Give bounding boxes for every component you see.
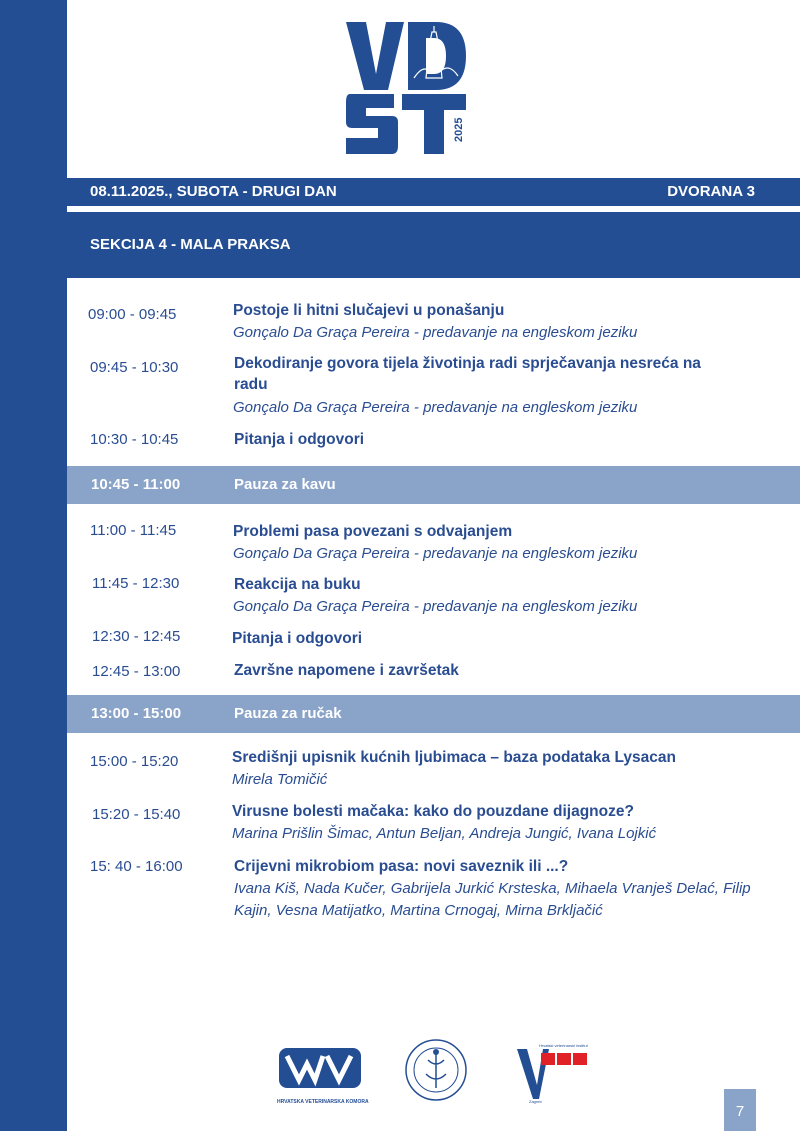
left-sidebar-stripe [0,0,67,1131]
session-speaker: Ivana Kiš, Nada Kučer, Gabrijela Jurkić Krsteska, Mihaela Vranješ Delać, Filip [234,880,751,897]
hvk-emblem-icon [277,1046,363,1090]
session-title: Postoje li hitni slučajevi u ponašanju [233,302,505,319]
coffee-break-bar [67,466,800,504]
faculty-seal [404,1038,468,1102]
break-label: Pauza za ručak [234,705,342,722]
session-time: 15: 40 - 16:00 [90,858,183,875]
hvk-logo [277,1046,369,1105]
break-time: 13:00 - 15:00 [91,705,182,722]
session-title: Pitanja i odgovori [232,630,363,647]
session-title: Virusne bolesti mačaka: kako do pouzdane dijagnoze? [232,803,634,820]
hall-label: DVORANA 3 [667,183,755,200]
session-time: 15:20 - 15:40 [92,806,181,823]
session-speaker: Gonçalo Da Graça Pereira - predavanje na engleskom jeziku [233,598,638,615]
session-speaker-cont: Kajin, Vesna Matijatko, Martina Crnogaj, Mirna Brkljačić [234,902,603,919]
session-time: 12:30 - 12:45 [92,628,181,645]
hvk-caption: HRVATSKA VETERINARSKA KOMORA [277,1099,369,1105]
session-speaker: Gonçalo Da Graça Pereira - predavanje na engleskom jeziku [233,324,638,341]
break-time: 10:45 - 11:00 [91,476,181,493]
break-label: Pauza za kavu [234,476,336,493]
session-title: Problemi pasa povezani s odvajanjem [233,523,513,540]
day-header-bar [67,178,800,206]
session-title: Reakcija na buku [234,576,361,593]
session-time: 11:45 - 12:30 [92,575,180,592]
session-time: 09:00 - 09:45 [88,306,177,323]
session-speaker: Gonçalo Da Graça Pereira - predavanje na engleskom jeziku [233,545,638,562]
session-speaker: Marina Prišlin Šimac, Antun Beljan, Andreja Jungić, Ivana Lojkić [232,825,657,842]
hvi-logo [515,1043,591,1105]
logo-year: 2025 [453,117,465,142]
hvi-caption: Hrvatski veterinarski institut [539,1043,588,1048]
section-title: SEKCIJA 4 - MALA PRAKSA [90,236,291,253]
session-time: 09:45 - 10:30 [90,359,179,376]
day-label: 08.11.2025., SUBOTA - DRUGI DAN [90,183,337,200]
session-title: Završne napomene i završetak [234,662,459,679]
session-time: 10:30 - 10:45 [90,431,179,448]
page-number: 7 [724,1089,756,1131]
session-time: 15:00 - 15:20 [90,753,179,770]
session-title: Središnji upisnik kućnih ljubimaca – baza podataka Lysacan [232,749,676,766]
vdst-logo [344,18,468,158]
lunch-break-bar [67,695,800,733]
section-header-bar [67,212,800,278]
session-title: Dekodiranje govora tijela životinja radi sprječavanja nesreća na radu [234,355,701,393]
session-time: 12:45 - 13:00 [92,663,181,680]
hvi-city: Zagreb [529,1099,542,1104]
seal-icon [404,1038,468,1102]
session-title: Crijevni mikrobiom pasa: novi saveznik ili ...? [234,858,569,875]
session-time: 11:00 - 11:45 [90,522,177,539]
session-speaker: Mirela Tomičić [232,771,328,788]
session-title: Pitanja i odgovori [234,431,365,448]
hvi-emblem-icon [515,1045,591,1101]
session-speaker: Gonçalo Da Graça Pereira - predavanje na engleskom jeziku [233,399,638,416]
